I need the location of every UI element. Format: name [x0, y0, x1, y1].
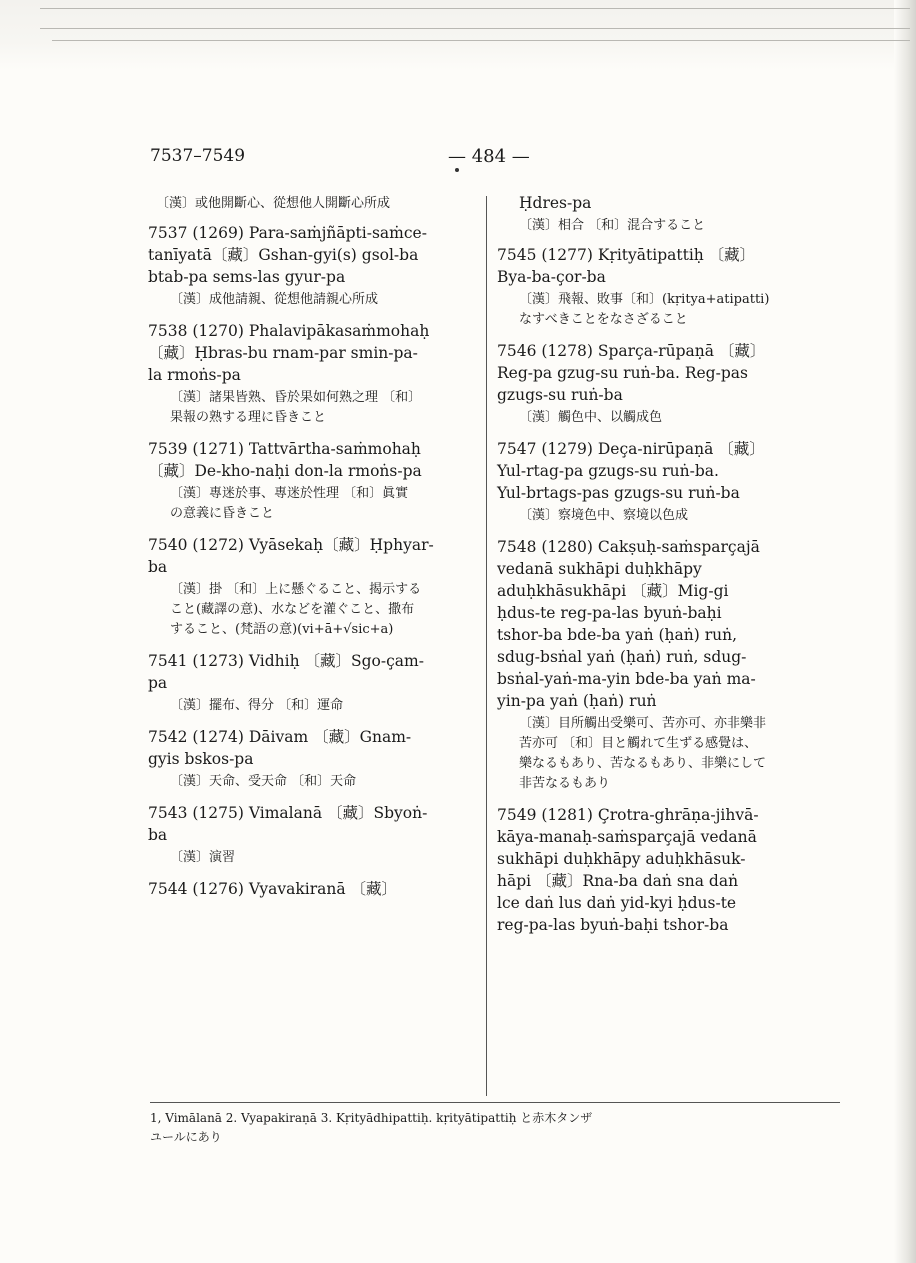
entry-gloss: 〔漢〕專迷於事、專迷於性理 〔和〕眞實 の意義に昏きこと	[170, 486, 409, 521]
entry-headword: 7546 (1278) Sparça-rūpaṇā 〔藏〕 Reg-pa gzug-su ruṅ-ba. Reg-pas gzugs-su ruṅ-ba	[497, 342, 766, 404]
entry-headword: 7544 (1276) Vyavakiranā 〔藏〕	[148, 880, 398, 898]
dictionary-entry	[497, 438, 833, 526]
right-entries	[497, 244, 833, 936]
dictionary-entry	[497, 536, 833, 794]
entry-headword: 7549 (1281) Çrotra-ghrāṇa-jihvā- kāya-manaḥ-saṁsparçajā vedanā sukhāpi duḥkhāpy aduḥkhāsuk- hāpi 〔藏〕Rna-ba daṅ sna daṅ lce daṅ lus daṅ yid-kyi ḥdus-te reg-pa-las byuṅ-baḥi tshor-ba	[497, 806, 759, 934]
entry-headword: 7543 (1275) Vimalanā 〔藏〕Sbyoṅ- ba	[148, 804, 428, 844]
entry-headword: 7540 (1272) Vyāsekaḥ〔藏〕Ḥphyar- ba	[148, 536, 434, 576]
entry-gloss: 〔漢〕目所觸出受樂可、苦亦可、亦非樂非 苦亦可 〔和〕目と觸れて生ずる感覺は、 樂なるもあり、苦なるもあり、非樂にして 非苦なるもあり	[519, 716, 767, 791]
footnotes: 1, Vimālanā 2. Vyapakiraṇā 3. Kṛityādhipattiḥ. kṛityātipattiḥ と赤木タンザ ユールにあり	[150, 1102, 840, 1147]
entry-gloss: 〔漢〕觸色中、以觸成色	[519, 410, 663, 425]
entry-headword: 7547 (1279) Deça-nirūpaṇā 〔藏〕 Yul-rtag-pa gzugs-su ruṅ-ba. Yul-brtags-pas gzugs-su ruṅ-ba	[497, 440, 765, 502]
entry-gloss: 〔漢〕飛報、敗事〔和〕(kṛitya+atipatti) なすべきことをなさざること	[519, 292, 770, 327]
dictionary-entry	[148, 650, 484, 716]
ink-speck	[455, 168, 459, 172]
right-column	[497, 192, 833, 946]
scan-edge-line	[52, 40, 910, 41]
dictionary-entry	[497, 804, 833, 936]
entry-headword: 7539 (1271) Tattvārtha-saṁmohaḥ 〔藏〕De-kho-naḥi don-la rmoṅs-pa	[148, 440, 422, 480]
entry-gloss: 〔漢〕察境色中、察境以色成	[519, 508, 689, 523]
entry-gloss: 〔漢〕諸果皆熟、昏於果如何熟之理 〔和〕 果報の熟する理に昏きこと	[170, 390, 422, 425]
continuation-gloss: 〔漢〕相合 〔和〕混合すること	[519, 218, 706, 233]
entry-headword: 7538 (1270) Phalavipākasaṁmohaḥ 〔藏〕Ḥbras-bu rnam-par smin-pa- la rmoṅs-pa	[148, 322, 430, 384]
entry-gloss: 〔漢〕擺布、得分 〔和〕運命	[170, 698, 344, 713]
dictionary-entry	[148, 878, 484, 900]
scan-edge-line	[40, 28, 910, 29]
page-number: — 484 —	[448, 146, 530, 167]
entry-headword: 7542 (1274) Dāivam 〔藏〕Gnam- gyis bskos-pa	[148, 728, 412, 768]
intro-gloss: 〔漢〕或他開斷心、從想他人開斷心所成	[156, 196, 391, 211]
dictionary-entry	[497, 340, 833, 428]
continuation-text: Ḥdres-pa	[519, 194, 592, 212]
dictionary-entry	[148, 726, 484, 792]
entry-headword: 7548 (1280) Cakṣuḥ-saṁsparçajā vedanā sukhāpi duḥkhāpy aduḥkhāsukhāpi 〔藏〕Mig-gi ḥdus-te reg-pa-las byuṅ-baḥi tshor-ba bde-ba yaṅ (ḥaṅ) ruṅ, sdug-bsṅal yaṅ (ḥaṅ) ruṅ, sdug- bsṅal-yaṅ-ma-yin bde-ba yaṅ ma- yin-pa yaṅ (ḥaṅ) ruṅ	[497, 538, 760, 710]
dictionary-entry	[148, 802, 484, 868]
left-entries	[148, 222, 484, 900]
entry-gloss: 〔漢〕天命、受天命 〔和〕天命	[170, 774, 357, 789]
column-divider	[486, 196, 487, 1096]
dictionary-entry	[148, 534, 484, 640]
entry-range: 7537–7549	[150, 146, 246, 166]
entry-headword: 7545 (1277) Kṛityātipattiḥ 〔藏〕 Bya-ba-çor-ba	[497, 246, 756, 286]
left-column	[148, 192, 484, 910]
entry-headword: 7541 (1273) Vidhiḥ 〔藏〕Sgo-çam- pa	[148, 652, 424, 692]
dictionary-entry	[148, 438, 484, 524]
scan-edge-line	[40, 8, 910, 9]
scan-right-shadow	[894, 0, 916, 1263]
entry-gloss: 〔漢〕成他請親、從想他請親心所成	[170, 292, 379, 307]
scan-top-shadow	[0, 0, 916, 70]
dictionary-entry	[148, 222, 484, 310]
dictionary-entry	[497, 244, 833, 330]
entry-gloss: 〔漢〕掛 〔和〕上に懸ぐること、揭示する こと(藏譯の意)、水などを灌ぐこと、撒布 すること、(梵語の意)(vi+ā+√sic+a)	[170, 582, 422, 637]
entry-gloss: 〔漢〕演習	[170, 850, 236, 865]
entry-headword: 7537 (1269) Para-saṁjñāpti-saṁce- tanīyatā〔藏〕Gshan-gyi(s) gsol-ba btab-pa sems-las gyur-pa	[148, 224, 427, 286]
dictionary-entry	[148, 320, 484, 428]
